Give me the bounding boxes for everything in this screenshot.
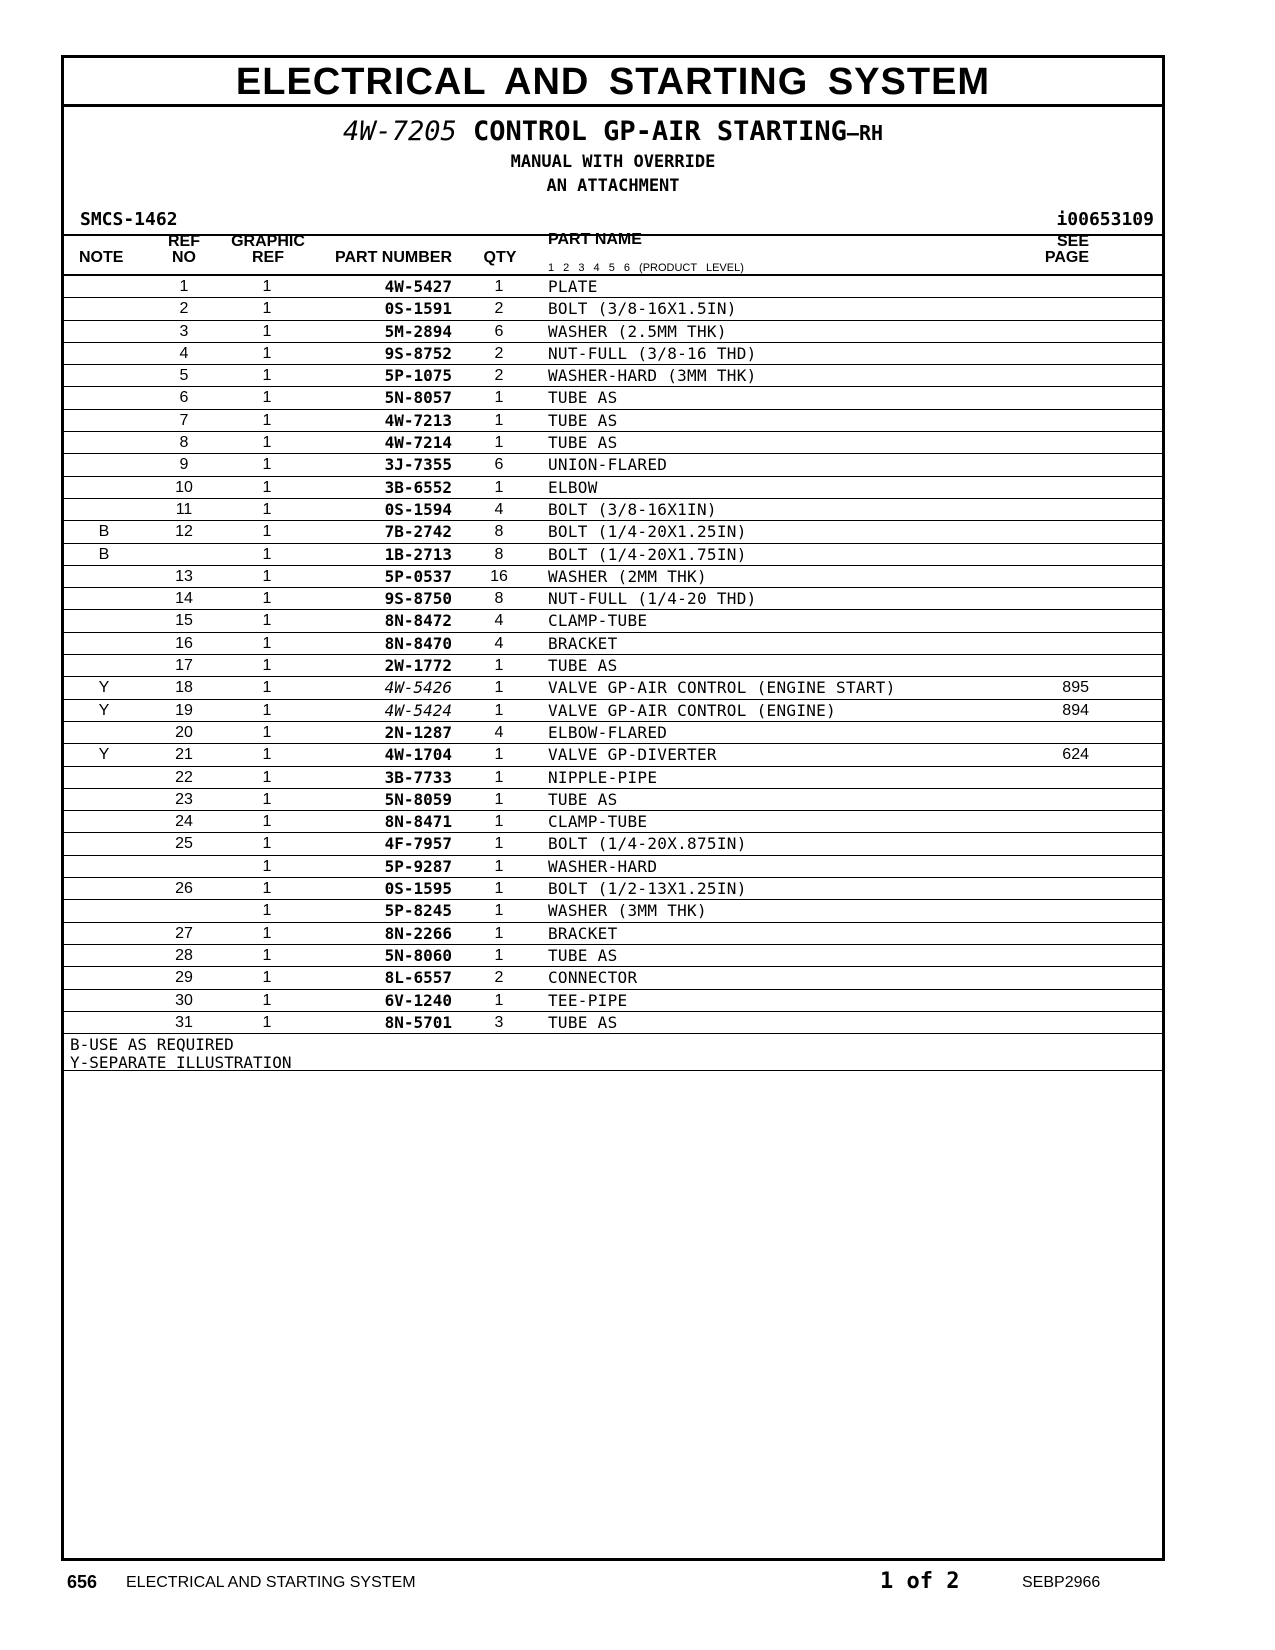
table-row [64,454,1162,476]
part-name-cell: WASHER-HARD (3MM THK) [548,366,757,386]
part-number-cell[interactable]: 3B-6552 [384,477,452,497]
note-cell: B [98,523,110,541]
note-line: Y-SEPARATE ILLUSTRATION [70,1053,292,1073]
ref-no-cell: 16 [175,634,193,652]
part-name-cell: TUBE AS [548,1012,618,1032]
part-number-cell[interactable]: 8N-2266 [384,923,452,943]
part-name-cell: PLATE [548,277,598,296]
ref-no-cell: 19 [175,701,193,719]
qty-cell: 1 [494,657,504,675]
see-page-cell[interactable]: 624 [1062,746,1089,764]
graphic-ref-cell: 1 [262,456,272,474]
ref-no-cell: 10 [175,478,193,496]
part-number-cell[interactable]: 8N-8472 [384,611,452,631]
header-graphic-bottom: REF [252,249,284,266]
part-number-cell[interactable]: 8N-8470 [384,633,452,653]
footer-section: ELECTRICAL AND STARTING SYSTEM [126,1574,416,1591]
part-number-cell[interactable]: 1B-2713 [384,544,452,564]
table-row [64,700,1162,722]
part-number-cell[interactable]: 4W-1704 [384,745,452,765]
qty-cell: 1 [494,902,504,920]
part-name-cell: VALVE GP-AIR CONTROL (ENGINE START) [548,678,896,698]
graphic-ref-cell: 1 [262,991,272,1009]
part-number-cell[interactable]: 5N-8059 [384,789,452,809]
qty-cell: 8 [494,523,504,541]
qty-cell: 1 [494,746,504,764]
ref-no-cell: 21 [175,746,193,764]
table-row [64,544,1162,566]
part-name-cell: BOLT (1/4-20X.875IN) [548,834,747,854]
table-row [64,610,1162,632]
graphic-ref-cell: 1 [262,344,272,362]
table-row [64,900,1162,922]
part-name-cell: ELBOW [548,477,598,497]
graphic-ref-cell: 1 [262,300,272,318]
graphic-ref-cell: 1 [262,924,272,942]
part-number-cell[interactable]: 4W-5426 [384,678,452,698]
qty-cell: 3 [494,1013,504,1031]
graphic-ref-cell: 1 [262,322,272,340]
ref-no-cell: 25 [175,835,193,853]
table-row [64,856,1162,878]
part-number-cell[interactable]: 2N-1287 [384,722,452,742]
part-number-cell[interactable]: 5N-8060 [384,945,452,965]
qty-cell: 2 [494,969,504,987]
header-qty: QTY [483,249,517,266]
part-number-cell[interactable]: 4F-7957 [384,834,452,854]
table-row [64,878,1162,900]
part-name-cell: BRACKET [548,633,618,653]
part-name-cell: NUT-FULL (1/4-20 THD) [548,589,757,609]
table-row [64,722,1162,744]
table-row [64,990,1162,1012]
ref-no-cell: 15 [175,612,193,630]
part-name-cell: BOLT (1/2-13X1.25IN) [548,879,747,899]
qty-cell: 1 [494,946,504,964]
note-cell: Y [98,701,110,719]
graphic-ref-cell: 1 [262,278,272,295]
qty-cell: 1 [494,880,504,898]
ref-no-cell: 12 [175,523,193,541]
note-cell: Y [98,746,110,764]
table-row [64,588,1162,610]
graphic-ref-cell: 1 [262,434,272,452]
table-row [64,1012,1162,1034]
part-name-cell: NUT-FULL (3/8-16 THD) [548,343,757,363]
part-name-cell: VALVE GP-DIVERTER [548,745,717,765]
header-see-bottom: PAGE [1044,249,1089,266]
part-number-cell[interactable]: 5P-9287 [384,856,452,876]
part-name-cell: TUBE AS [548,433,618,453]
part-number-cell[interactable]: 4W-7213 [384,410,452,430]
graphic-ref-cell: 1 [262,902,272,920]
ref-no-cell: 13 [175,567,193,585]
part-number-cell[interactable]: 9S-8750 [384,589,452,609]
table-row [64,298,1162,320]
part-name-cell: TUBE AS [548,789,618,809]
graphic-ref-cell: 1 [262,946,272,964]
ref-no-cell: 9 [179,456,189,474]
table-row [64,410,1162,432]
table-row [64,744,1162,766]
footer-page-number: 656 [67,1572,98,1592]
part-name-cell: TUBE AS [548,656,618,676]
part-name-cell: WASHER-HARD [548,856,658,876]
group-subtitle-1: MANUAL WITH OVERRIDE [510,152,716,172]
header-part-name: PART NAME [548,231,642,248]
group-subtitle-2: AN ATTACHMENT [546,176,680,196]
group-name: CONTROL GP-AIR STARTING [473,116,847,147]
part-number-cell[interactable]: 5P-8245 [384,901,452,921]
part-number-cell[interactable]: 5N-8057 [384,388,452,408]
table-row [64,276,1162,298]
part-number-cell[interactable]: 3B-7733 [384,767,452,787]
part-number-cell[interactable]: 7B-2742 [384,522,452,542]
part-number-cell[interactable]: 4W-5427 [384,277,452,296]
graphic-ref-cell: 1 [262,701,272,719]
qty-cell: 1 [494,835,504,853]
graphic-ref-cell: 1 [262,590,272,608]
qty-cell: 8 [494,590,504,608]
graphic-ref-cell: 1 [262,657,272,675]
ref-no-cell: 20 [175,723,193,741]
ref-no-cell: 31 [175,1013,193,1031]
notes-block [64,1034,1162,1071]
header-ref-top: REF [168,233,200,250]
part-name-cell: VALVE GP-AIR CONTROL (ENGINE) [548,700,837,720]
part-name-cell: UNION-FLARED [548,455,668,475]
table-row [64,477,1162,499]
table-row [64,655,1162,677]
part-name-cell: WASHER (2MM THK) [548,566,707,586]
qty-cell: 4 [494,500,504,518]
part-name-cell: NIPPLE-PIPE [548,767,658,787]
part-number-cell[interactable]: 3J-7355 [384,455,452,475]
qty-cell: 1 [494,991,504,1009]
parts-table [64,276,1162,1071]
qty-cell: 1 [494,813,504,831]
ref-no-cell: 22 [175,768,193,786]
part-number-cell[interactable]: 5P-0537 [384,566,452,586]
qty-cell: 1 [494,478,504,496]
ref-no-cell: 11 [175,500,193,518]
table-row [64,833,1162,855]
graphic-ref-cell: 1 [262,567,272,585]
part-name-cell: WASHER (2.5MM THK) [548,321,727,341]
part-name-cell: BOLT (3/8-16X1.5IN) [548,299,737,319]
part-name-cell: ELBOW-FLARED [548,722,668,742]
section-title: ELECTRICAL AND STARTING SYSTEM [64,58,1162,107]
part-name-cell: TEE-PIPE [548,990,628,1010]
qty-cell: 1 [494,411,504,429]
qty-cell: 4 [494,723,504,741]
part-number-cell[interactable]: 8N-5701 [384,1012,452,1032]
part-name-cell: BOLT (1/4-20X1.75IN) [548,544,747,564]
graphic-ref-cell: 1 [262,835,272,853]
group-title [64,116,1162,149]
qty-cell: 8 [494,545,504,563]
ref-no-cell: 7 [179,411,189,429]
part-number-cell[interactable]: 6V-1240 [384,990,452,1010]
table-row [64,633,1162,655]
part-name-cell: WASHER (3MM THK) [548,901,707,921]
footer-doc-id: SEBP2966 [1022,1574,1101,1591]
ref-no-cell: 27 [175,924,193,942]
table-row [64,945,1162,967]
header-see-top: SEE [1056,233,1089,250]
qty-cell: 2 [494,344,504,362]
qty-cell: 1 [494,790,504,808]
qty-cell: 1 [494,434,504,452]
qty-cell: 1 [494,278,504,295]
graphic-ref-cell: 1 [262,367,272,385]
part-name-cell: TUBE AS [548,945,618,965]
graphic-ref-cell: 1 [262,389,272,407]
part-number-cell[interactable]: 0S-1594 [384,499,452,519]
graphic-ref-cell: 1 [262,545,272,563]
part-number-cell[interactable]: 8N-8471 [384,812,452,832]
qty-cell: 6 [494,322,504,340]
graphic-ref-cell: 1 [262,746,272,764]
header-ref-bottom: NO [172,249,196,266]
part-number-cell[interactable]: 5M-2894 [384,321,452,341]
table-row [64,387,1162,409]
table-row [64,811,1162,833]
graphic-ref-cell: 1 [262,857,272,875]
part-number-cell[interactable]: 8L-6557 [384,968,452,988]
qty-cell: 1 [494,389,504,407]
part-number-cell[interactable]: 0S-1591 [384,299,452,319]
page-frame [61,55,1165,1561]
note-cell: B [98,545,110,563]
table-row [64,321,1162,343]
part-name-cell: BOLT (1/4-20X1.25IN) [548,522,747,542]
graphic-ref-cell: 1 [262,679,272,697]
table-row [64,365,1162,387]
table-row [64,923,1162,945]
ref-no-cell: 28 [175,946,193,964]
table-row [64,677,1162,699]
see-page-cell[interactable]: 894 [1062,701,1089,719]
part-number-cell[interactable]: 5P-1075 [384,366,452,386]
illustration-id: i00653109 [1056,209,1154,230]
graphic-ref-cell: 1 [262,768,272,786]
group-suffix: —RH [846,121,884,145]
part-name-cell: TUBE AS [548,388,618,408]
graphic-ref-cell: 1 [262,969,272,987]
table-row [64,499,1162,521]
qty-cell: 1 [494,701,504,719]
ref-no-cell: 29 [175,969,193,987]
table-row [64,343,1162,365]
ref-no-cell: 17 [175,657,193,675]
see-page-cell[interactable]: 895 [1062,679,1089,697]
table-row [64,521,1162,543]
part-name-cell: CLAMP-TUBE [548,611,648,631]
note-line: B-USE AS REQUIRED [70,1035,234,1055]
graphic-ref-cell: 1 [262,411,272,429]
part-number-cell[interactable]: 2W-1772 [384,656,452,676]
graphic-ref-cell: 1 [262,612,272,630]
part-number-cell[interactable]: 0S-1595 [384,879,452,899]
qty-cell: 1 [494,857,504,875]
graphic-ref-cell: 1 [262,1013,272,1031]
ref-no-cell: 24 [175,813,193,831]
ref-no-cell: 6 [179,389,189,407]
table-row [64,767,1162,789]
smcs-code: SMCS-1462 [80,209,178,230]
group-part-number[interactable]: 4W-7205 [342,116,457,147]
graphic-ref-cell: 1 [262,634,272,652]
part-number-cell[interactable]: 4W-5424 [384,700,452,720]
qty-cell: 4 [494,612,504,630]
ref-no-cell: 2 [179,300,189,318]
footer-sheet: 1 of 2 [880,1569,960,1594]
part-name-cell: TUBE AS [548,410,618,430]
graphic-ref-cell: 1 [262,790,272,808]
table-row [64,432,1162,454]
part-name-cell: CONNECTOR [548,968,638,988]
graphic-ref-cell: 1 [262,500,272,518]
qty-cell: 6 [494,456,504,474]
qty-cell: 2 [494,300,504,318]
qty-cell: 16 [490,567,508,585]
ref-no-cell: 5 [179,367,189,385]
ref-no-cell: 18 [175,679,193,697]
graphic-ref-cell: 1 [262,880,272,898]
graphic-ref-cell: 1 [262,523,272,541]
table-row [64,967,1162,989]
qty-cell: 2 [494,367,504,385]
graphic-ref-cell: 1 [262,813,272,831]
header-part-number: PART NUMBER [334,249,452,266]
qty-cell: 1 [494,924,504,942]
ref-no-cell: 8 [179,434,189,452]
part-number-cell[interactable]: 9S-8752 [384,343,452,363]
qty-cell: 1 [494,768,504,786]
qty-cell: 1 [494,679,504,697]
qty-cell: 4 [494,634,504,652]
ref-no-cell: 4 [179,344,189,362]
ref-no-cell: 14 [175,590,193,608]
graphic-ref-cell: 1 [262,723,272,741]
ref-no-cell: 26 [175,880,193,898]
note-cell: Y [98,679,110,697]
header-graphic-top: GRAPHIC [231,233,305,250]
ref-no-cell: 1 [179,278,189,295]
ref-no-cell: 3 [179,322,189,340]
table-row [64,789,1162,811]
table-row [64,566,1162,588]
ref-no-cell: 30 [175,991,193,1009]
header-product-levels: 1 2 3 4 5 6 (PRODUCT LEVEL) [548,262,744,274]
ref-no-cell: 23 [175,790,193,808]
header-note: NOTE [79,249,124,266]
part-name-cell: BRACKET [548,923,618,943]
part-name-cell: CLAMP-TUBE [548,812,648,832]
part-number-cell[interactable]: 4W-7214 [384,433,452,453]
graphic-ref-cell: 1 [262,478,272,496]
part-name-cell: BOLT (3/8-16X1IN) [548,499,717,519]
page-footer [0,1562,1275,1602]
